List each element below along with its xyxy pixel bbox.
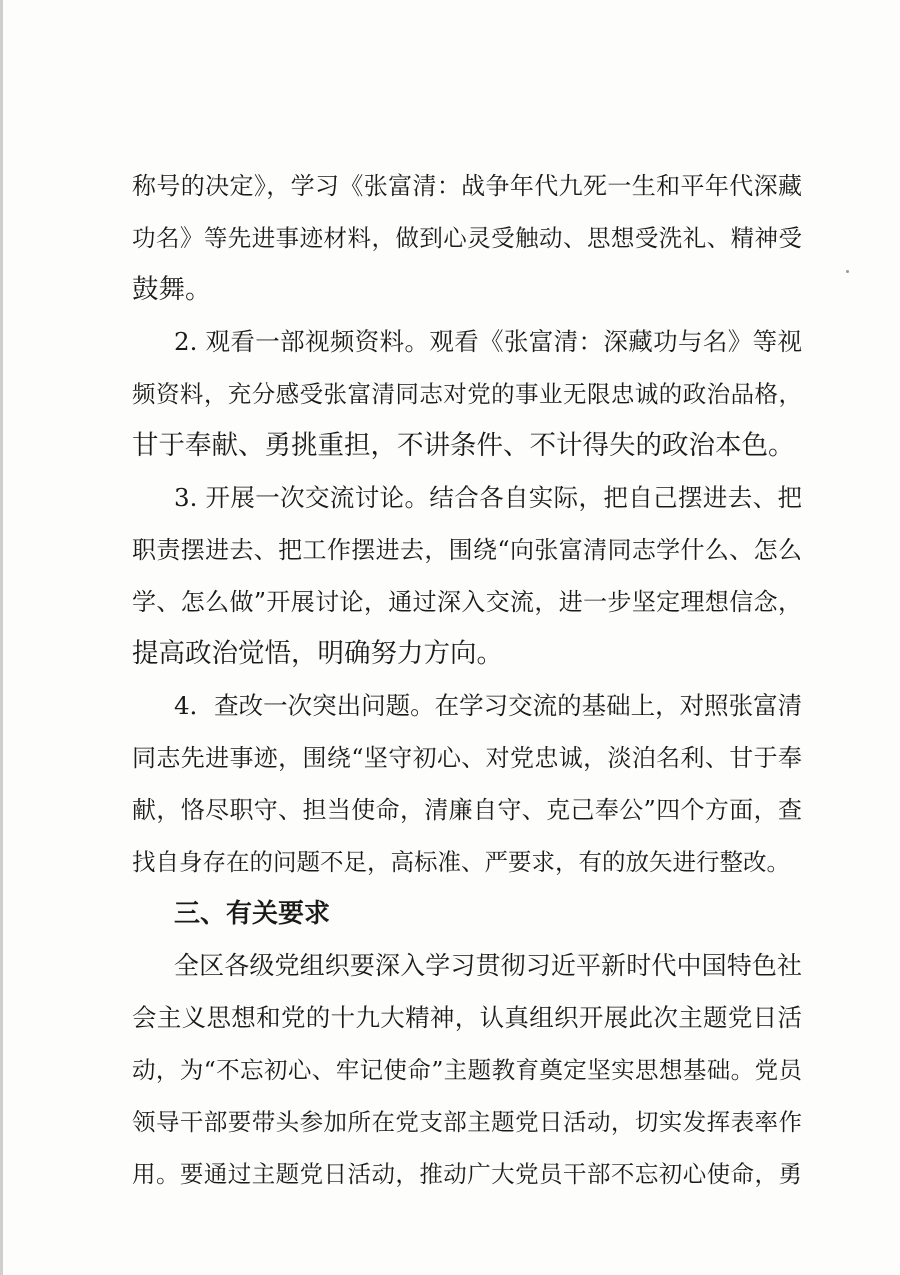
body-line: 鼓舞。 — [132, 274, 212, 305]
paragraph-start-line: 3. 开展一次交流讨论。结合各自实际，把自己摆进去、把 — [174, 483, 802, 512]
paragraph-start-line: 全区各级党组织要深入学习贯彻习近平新时代中国特色社 — [174, 951, 802, 980]
paragraph-start-line: 2. 观看一部视频资料。观看《张富清：深藏功与名》等视 — [174, 327, 802, 356]
body-line: 献，恪尽职守、担当使命，清廉自守、克己奉公”四个方面，查 — [132, 796, 802, 824]
scan-speck — [846, 270, 849, 273]
body-line: 功名》等先进事迹材料，做到心灵受触动、思想受洗礼、精神受 — [132, 224, 802, 252]
body-line: 提高政治觉悟，明确努力方向。 — [132, 638, 503, 669]
paragraph-start-line: 4．查改一次突出问题。在学习交流的基础上，对照张富清 — [174, 691, 803, 720]
body-line: 找自身存在的问题不足，高标准、严要求，有的放矢进行整改。 — [132, 848, 790, 876]
body-line: 动，为“不忘初心、牢记使命”主题教育奠定坚实思想基础。党员 — [132, 1056, 802, 1084]
body-line: 会主义思想和党的十九大精神，认真组织开展此次主题党日活 — [132, 1003, 802, 1032]
document-body — [132, 160, 802, 1200]
body-line: 学、怎么做”开展讨论，通过深入交流，进一步坚定理想信念， — [132, 588, 802, 616]
section-heading: 三、有关要求 — [174, 899, 331, 929]
body-line: 用。要通过主题党日活动，推动广大党员干部不忘初心使命，勇 — [132, 1160, 802, 1188]
body-line: 职责摆进去、把工作摆进去，围绕“向张富清同志学什么、怎么 — [132, 536, 802, 564]
body-line: 频资料，充分感受张富清同志对党的事业无限忠诚的政治品格， — [132, 380, 802, 408]
body-line: 领导干部要带头参加所在党支部主题党日活动，切实发挥表率作 — [132, 1108, 802, 1136]
scan-edge — [0, 0, 3, 1275]
body-line: 甘于奉献、勇挑重担，不讲条件、不计得失的政治本色。 — [132, 430, 795, 461]
body-line: 同志先进事迹，围绕“坚守初心、对党忠诚，淡泊名利、甘于奉 — [132, 744, 802, 772]
body-line: 称号的决定》，学习《张富清：战争年代九死一生和平年代深藏 — [132, 172, 802, 200]
